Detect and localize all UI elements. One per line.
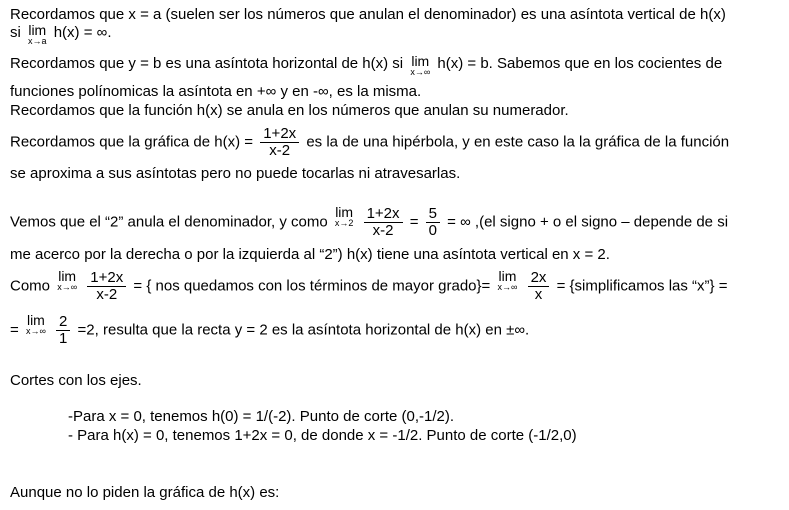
limit-expression xyxy=(28,24,47,46)
lim-word: lim xyxy=(26,312,45,328)
text: Recordamos que la gráfica de h(x) = xyxy=(10,133,254,151)
lim-word: lim xyxy=(498,268,517,284)
text: si xyxy=(10,24,21,41)
paragraph-line xyxy=(10,314,529,347)
intercept-y-axis xyxy=(68,408,454,426)
text: Recordamos que la función h(x) se anula en los números que anulan su numerador. xyxy=(10,102,569,119)
numerator: 1+2x xyxy=(364,206,403,223)
denominator: 1 xyxy=(59,330,68,347)
text: Aunque no lo piden la gráfica de h(x) es: xyxy=(10,484,280,501)
paragraph-vertical-asymptote-calc xyxy=(10,206,728,239)
text: Cortes con los ejes. xyxy=(10,372,142,389)
lim-subscript: x→∞ xyxy=(410,67,431,77)
heading-axis-intercepts xyxy=(10,372,142,390)
limit-expression xyxy=(410,55,430,77)
text: - Para h(x) = 0, tenemos 1+2x = 0, de donde x = -1/2. Punto de corte (-1/2,0) xyxy=(68,427,577,444)
text: = {simplificamos las “x”} = xyxy=(556,277,728,295)
fraction-2x-over-x xyxy=(528,270,550,303)
numerator: 1+2x xyxy=(260,126,299,143)
denominator: x-2 xyxy=(372,222,394,239)
text: h(x) = b. Sabemos que en los cocientes de xyxy=(437,55,723,72)
fraction-h-of-x xyxy=(260,126,299,159)
paragraph-horizontal-asymptote-definition xyxy=(10,55,722,77)
text: me acerco por la derecha o por la izquierda al “2”) h(x) tiene una asíntota vertical en x = 2. xyxy=(10,246,610,263)
numerator: 5 xyxy=(426,206,440,223)
text: = xyxy=(10,321,19,339)
limit-expression xyxy=(497,270,517,292)
lim-word: lim xyxy=(28,22,47,38)
text: Recordamos que x = a (suelen ser los números que anulan el denominador) es una asíntota vertical de h(x) xyxy=(10,6,726,23)
fraction-five-over-zero xyxy=(426,206,440,239)
denominator: x-2 xyxy=(269,142,291,159)
paragraph-horizontal-asymptote-calc xyxy=(10,270,727,303)
numerator: 2 xyxy=(56,314,70,331)
text: = { nos quedamos con los términos de mayor grado}= xyxy=(133,277,491,295)
limit-expression xyxy=(57,270,77,292)
paragraph-vertical-asymptote-definition xyxy=(10,6,726,24)
text: h(x) = ∞. xyxy=(53,24,112,41)
lim-subscript: x→∞ xyxy=(497,282,518,292)
equals-sign: = xyxy=(409,213,419,231)
paragraph-hyperbola xyxy=(10,126,729,159)
paragraph-graph-intro xyxy=(10,484,279,502)
denominator: x xyxy=(534,286,543,303)
text: = ∞ ,(el signo + o el signo – depende de si xyxy=(447,213,729,231)
numerator: 2x xyxy=(528,270,550,287)
paragraph-line xyxy=(10,165,460,183)
lim-subscript: x→2 xyxy=(334,218,354,228)
text: se aproxima a sus asíntotas pero no puede tocarlas ni atravesarlas. xyxy=(10,165,461,182)
intercept-x-axis xyxy=(68,427,577,445)
paragraph-zeros xyxy=(10,102,569,120)
lim-word: lim xyxy=(335,204,354,220)
fraction-two-over-one xyxy=(56,314,70,347)
text: es la de una hipérbola, y en este caso la la gráfica de la función xyxy=(306,133,730,151)
fraction-h-of-x xyxy=(87,270,126,303)
text: Vemos que el “2” anula el denominador, y como xyxy=(10,213,328,231)
text: Como xyxy=(10,277,51,295)
denominator: 0 xyxy=(428,222,437,239)
lim-subscript: x→∞ xyxy=(57,282,78,292)
numerator: 1+2x xyxy=(87,270,126,287)
limit-expression xyxy=(335,206,354,228)
limit-line-vertical xyxy=(10,24,112,46)
text: =2, resulta que la recta y = 2 es la asíntota horizontal de h(x) en ±∞. xyxy=(77,321,530,339)
lim-word: lim xyxy=(411,53,430,69)
fraction-h-of-x xyxy=(364,206,403,239)
text: Recordamos que y = b es una asíntota horizontal de h(x) si xyxy=(10,55,404,72)
text: funciones polínomicas la asíntota en +∞ y en -∞, es la misma. xyxy=(10,83,422,100)
lim-subscript: x→a xyxy=(28,36,47,46)
denominator: x-2 xyxy=(96,286,118,303)
lim-word: lim xyxy=(58,268,77,284)
limit-expression xyxy=(26,314,46,336)
text: -Para x = 0, tenemos h(0) = 1/(-2). Punto de corte (0,-1/2). xyxy=(68,408,455,425)
paragraph-line xyxy=(10,246,610,264)
paragraph-line xyxy=(10,83,421,101)
lim-subscript: x→∞ xyxy=(25,326,46,336)
